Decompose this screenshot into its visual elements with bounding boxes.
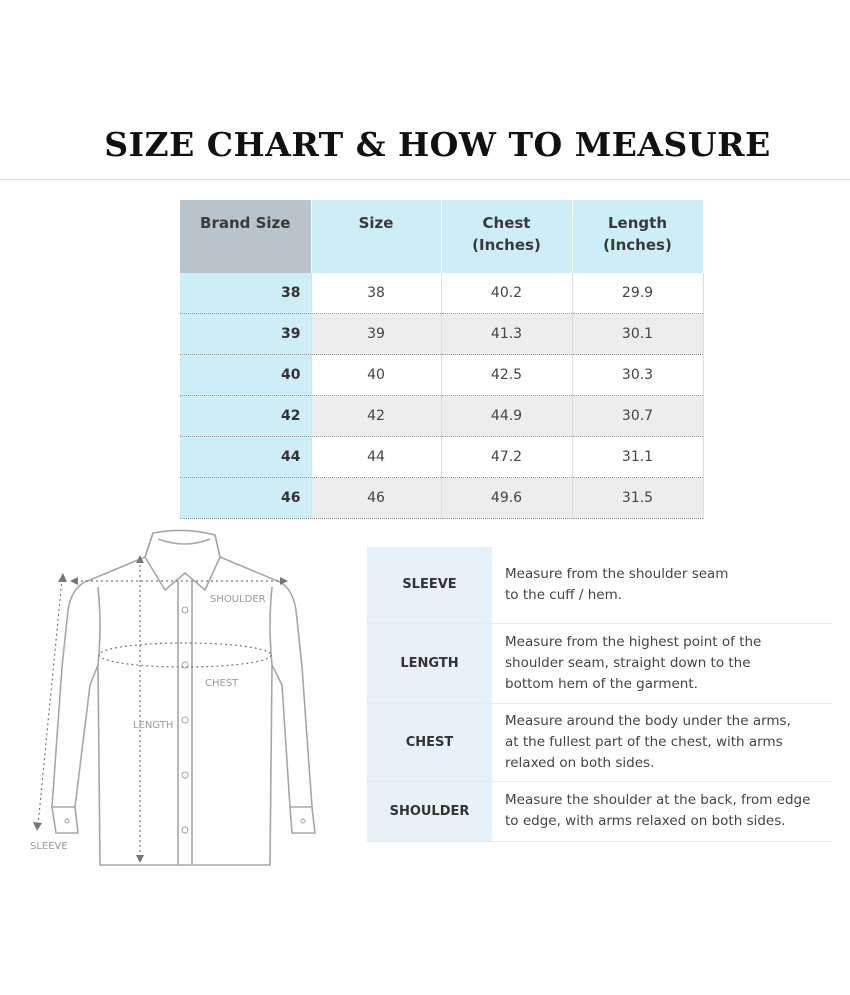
desc-line: Measure the shoulder at the back, from edge [505, 792, 811, 808]
sleeve-label: SLEEVE [30, 841, 68, 852]
measure-guides [38, 560, 282, 860]
desc-line: at the fullest part of the chest, with arms [505, 733, 783, 750]
brand-size-cell: 39 [180, 314, 311, 355]
desc-line: to edge, with arms relaxed on both sides. [505, 813, 786, 829]
measure-guide-row [367, 703, 832, 781]
measure-name-chest: CHEST [367, 703, 492, 781]
desc-line: to the cuff / hem. [505, 586, 623, 603]
chest-cell: 49.6 [441, 478, 572, 519]
chest-cell: 42.5 [441, 355, 572, 396]
length-header [572, 200, 703, 273]
measure-desc-chest [492, 703, 832, 781]
title-divider [0, 179, 850, 180]
desc-line: relaxed on both sides. [505, 754, 655, 771]
table-row [180, 396, 703, 437]
chest-cell: 47.2 [441, 437, 572, 478]
desc-line: Measure around the body under the arms, [505, 712, 791, 729]
length-header-line1: Length [608, 214, 667, 232]
measure-guide-row [367, 623, 832, 703]
size-cell: 42 [311, 396, 441, 437]
chest-cell: 40.2 [441, 273, 572, 314]
brand-size-cell: 38 [180, 273, 311, 314]
length-cell: 29.9 [572, 273, 703, 314]
size-cell: 40 [311, 355, 441, 396]
shoulder-label: SHOULDER [210, 594, 266, 605]
brand-size-cell: 44 [180, 437, 311, 478]
chest-cell: 44.9 [441, 396, 572, 437]
length-cell: 31.1 [572, 437, 703, 478]
measure-guide-row [367, 547, 832, 623]
measure-desc-sleeve [492, 547, 832, 623]
desc-line: Measure from the highest point of the [505, 633, 762, 650]
brand-size-cell: 40 [180, 355, 311, 396]
size-chart-table [180, 200, 704, 519]
shirt-measure-diagram [20, 525, 340, 875]
page-title: SIZE CHART & HOW TO MEASURE [104, 125, 771, 164]
chest-label: CHEST [205, 678, 239, 689]
chest-header-line2: (Inches) [472, 236, 541, 254]
measure-desc-length [492, 623, 832, 703]
length-cell: 30.7 [572, 396, 703, 437]
table-row [180, 355, 703, 396]
table-row [180, 437, 703, 478]
length-cell: 31.5 [572, 478, 703, 519]
length-cell: 30.3 [572, 355, 703, 396]
shirt-buttons [65, 607, 305, 833]
measure-guide-row [367, 781, 832, 841]
brand-size-cell: 46 [180, 478, 311, 519]
size-cell: 39 [311, 314, 441, 355]
sleeve-measure-line [38, 579, 62, 825]
measure-name-shoulder: SHOULDER [367, 781, 492, 841]
length-header-line2: (Inches) [603, 236, 672, 254]
size-table-header-row [180, 200, 703, 273]
chest-cell: 41.3 [441, 314, 572, 355]
measure-guide-table [367, 547, 832, 842]
brand-size-cell: 42 [180, 396, 311, 437]
measure-name-sleeve: SLEEVE [367, 547, 492, 623]
size-cell: 44 [311, 437, 441, 478]
desc-line: shoulder seam, straight down to the [505, 654, 751, 671]
chest-header-line1: Chest [482, 214, 531, 232]
table-row [180, 314, 703, 355]
length-label: LENGTH [133, 720, 174, 731]
brand-size-header: Brand Size [180, 200, 311, 273]
length-cell: 30.1 [572, 314, 703, 355]
measure-name-length: LENGTH [367, 623, 492, 703]
size-cell: 46 [311, 478, 441, 519]
table-row [180, 478, 703, 519]
desc-line: Measure from the shoulder seam [505, 565, 729, 582]
size-header: Size [311, 200, 441, 273]
chest-measure-ellipse [99, 643, 271, 667]
size-cell: 38 [311, 273, 441, 314]
table-row [180, 273, 703, 314]
measure-desc-shoulder [492, 781, 832, 841]
desc-line: bottom hem of the garment. [505, 675, 698, 692]
chest-header [441, 200, 572, 273]
